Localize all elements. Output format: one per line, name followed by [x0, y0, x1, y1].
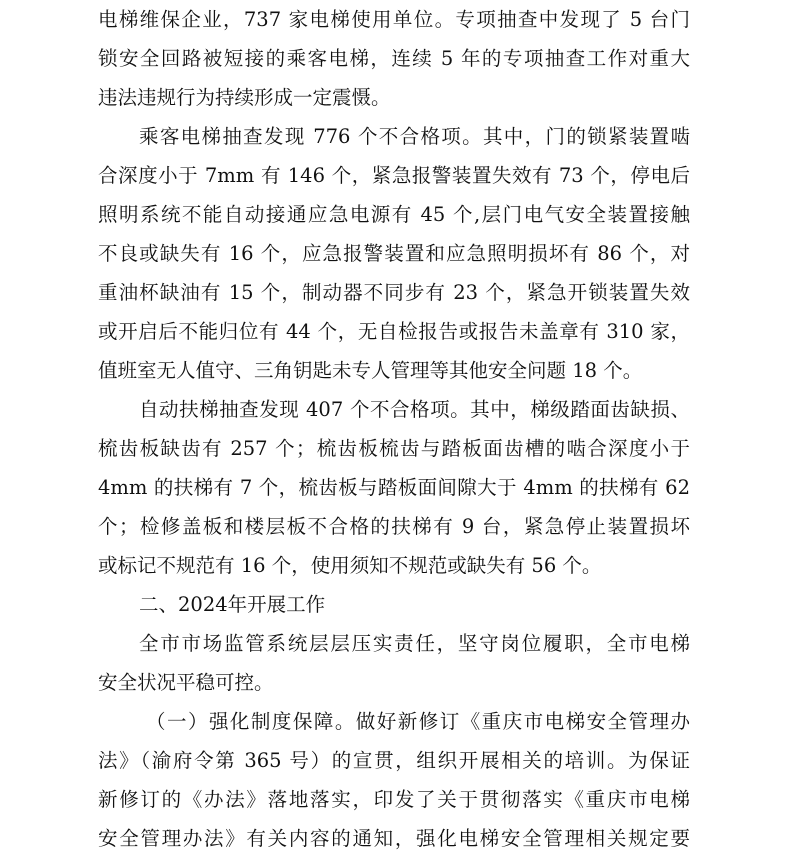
paragraph-first-line: 自动扶梯抽查发现 407 个不合格项。其中，梯级踏面齿缺损、: [139, 398, 690, 421]
text-line: 电梯维保企业，737 家电梯使用单位。专项抽查中发现了 5 台门: [98, 8, 690, 31]
text-line: 个；检修盖板和楼层板不合格的扶梯有 9 台，紧急停止装置损坏: [98, 515, 690, 538]
text-line: 不良或缺失有 16 个，应急报警装置和应急照明损坏有 86 个，对: [98, 242, 690, 265]
text-line: 或标记不规范有 16 个，使用须知不规范或缺失有 56 个。: [98, 554, 602, 577]
text-line: 安全管理办法》有关内容的通知，强化电梯安全管理相关规定要: [98, 827, 690, 850]
text-line: 梳齿板缺齿有 257 个；梳齿板梳齿与踏板面齿槽的啮合深度小于: [98, 437, 690, 460]
text-line: 值班室无人值守、三角钥匙未专人管理等其他安全问题 18 个。: [98, 359, 643, 382]
text-line: 或开启后不能归位有 44 个，无自检报告或报告未盖章有 310 家，: [98, 320, 690, 343]
paragraph-first-line: （一）强化制度保障。做好新修订《重庆市电梯安全管理办: [146, 710, 690, 733]
text-line: 法》（渝府令第 365 号）的宣贯，组织开展相关的培训。为保证: [98, 749, 690, 772]
text-line: 照明系统不能自动接通应急电源有 45 个,层门电气安全装置接触: [98, 203, 690, 226]
text-line: 4mm 的扶梯有 7 个，梳齿板与踏板面间隙大于 4mm 的扶梯有 62: [98, 476, 690, 499]
paragraph-first-line: 全市市场监管系统层层压实责任，坚守岗位履职，全市电梯: [139, 632, 690, 655]
text-line: 违法违规行为持续形成一定震慑。: [98, 86, 391, 109]
text-line: 锁安全回路被短接的乘客电梯，连续 5 年的专项抽查工作对重大: [98, 47, 690, 70]
text-line: 重油杯缺油有 15 个，制动器不同步有 23 个，紧急开锁装置失效: [98, 281, 690, 304]
text-line: 新修订的《办法》落地落实，印发了关于贯彻落实《重庆市电梯: [98, 788, 690, 811]
section-heading: 二、2024年开展工作: [139, 593, 326, 616]
paragraph-first-line: 乘客电梯抽查发现 776 个不合格项。其中，门的锁紧装置啮: [139, 125, 690, 148]
text-line: 安全状况平稳可控。: [98, 671, 274, 694]
text-line: 合深度小于 7mm 有 146 个，紧急报警装置失效有 73 个，停电后: [98, 164, 690, 187]
